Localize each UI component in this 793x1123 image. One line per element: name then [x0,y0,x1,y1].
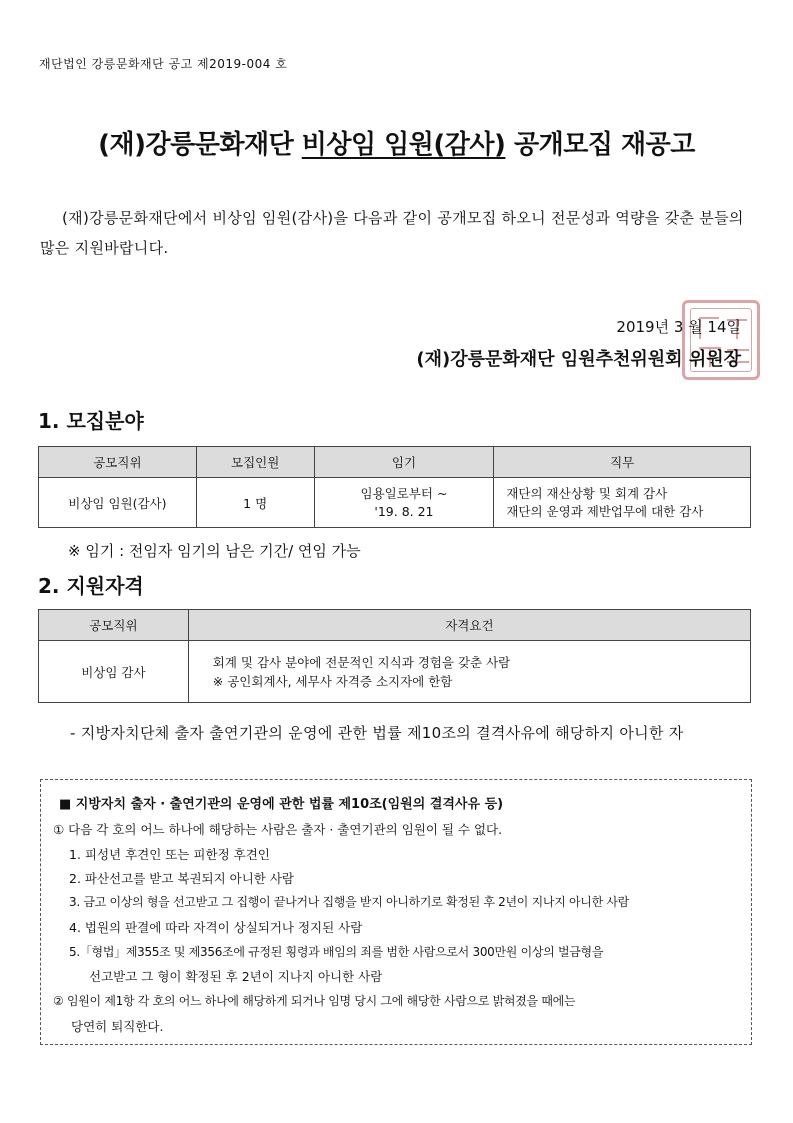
law-paragraph-2: ② 임원이 제1항 각 호의 어느 하나에 해당하게 되거나 임명 당시 그에 해당한 사람으로 밝혀졌을 때에는 [53,994,576,1008]
law-paragraph-2-continuation: 당연히 퇴직한다. [71,1019,164,1034]
signature-line: (재)강릉문화재단 임원추천위원회 위원장 [416,349,741,370]
header-term: 임기 [314,447,494,478]
notice-date: 2019년 3 월 14일 [616,318,741,336]
term-line2: '19. 8. 21 [374,503,434,519]
section2-heading: 2. 지원자격 [38,574,144,598]
cell-count: 1 명 [196,478,314,528]
term-line1: 임용일로부터 ~ [360,485,448,501]
term-note: ※ 임기 : 전임자 임기의 남은 기간/ 연임 가능 [68,542,361,560]
page-title [0,124,793,161]
law-excerpt-box [40,779,752,1045]
title-suffix: 공개모집 재공고 [505,130,695,160]
qualification-table [38,609,751,703]
title-underlined: 비상임 임원(감사) [301,130,506,160]
req-line2: ※ 공인회계사, 세무사 자격증 소지자에 한함 [212,673,453,689]
law-title: ■ 지방자치 출자 · 출연기관의 운영에 관한 법률 제10조(임원의 결격사유 등) [59,797,504,812]
law-item: 4. 법원의 판결에 따라 자격이 상실되거나 정지된 사람 [69,920,363,935]
header-position: 공모직위 [39,610,189,641]
table-row [39,641,751,703]
cell-requirements [188,641,750,703]
intro-paragraph: (재)강릉문화재단에서 비상임 임원(감사)을 다음과 같이 공개모집 하오니 전문성과 역량을 갖춘 분들의 많은 지원바랍니다. [40,209,744,257]
law-item-continuation: 선고받고 그 형이 확정된 후 2년이 지나지 아니한 사람 [89,969,383,984]
table-header-row [39,610,751,641]
notice-number: 재단법인 강릉문화재단 공고 제2019-004 호 [39,57,288,71]
law-paragraph-1: ① 다음 각 호의 어느 하나에 해당하는 사람은 출자 · 출연기관의 임원이 될 수 없다. [53,822,503,837]
cell-term [314,478,494,528]
law-item: 3. 금고 이상의 형을 선고받고 그 집행이 끝나거나 집행을 받지 아니하기로 확정된 후 2년이 지나지 아니한 사람 [69,895,629,909]
cell-position: 비상임 감사 [39,641,189,703]
header-requirements: 자격요건 [188,610,750,641]
section1-heading: 1. 모집분야 [38,409,144,433]
duty-line1: 재단의 재산상황 및 회계 감사 [506,485,668,501]
title-prefix: (재)강릉문화재단 [98,130,302,160]
disqualification-condition: - 지방자치단체 출자 출연기관의 운영에 관한 법률 제10조의 결격사유에 해당하지 아니한 자 [70,724,684,742]
recruitment-table [38,446,751,528]
law-item: 2. 파산선고를 받고 복권되지 아니한 사람 [69,871,294,886]
law-item: 1. 피성년 후견인 또는 피한정 후견인 [69,847,270,862]
cell-position: 비상임 임원(감사) [39,478,197,528]
law-item: 5.「형법」제355조 및 제356조에 규정된 횡령과 배임의 죄를 범한 사람으로서 300만원 이상의 벌금형을 [69,945,604,959]
header-position: 공모직위 [39,447,197,478]
table-header-row [39,447,751,478]
header-count: 모집인원 [196,447,314,478]
cell-duty [494,478,751,528]
header-duty: 직무 [494,447,751,478]
req-line1: 회계 및 감사 분야에 전문적인 지식과 경험을 갖춘 사람 [212,654,511,670]
table-row [39,478,751,528]
duty-line2: 재단의 운영과 제반업무에 대한 감사 [506,503,704,519]
